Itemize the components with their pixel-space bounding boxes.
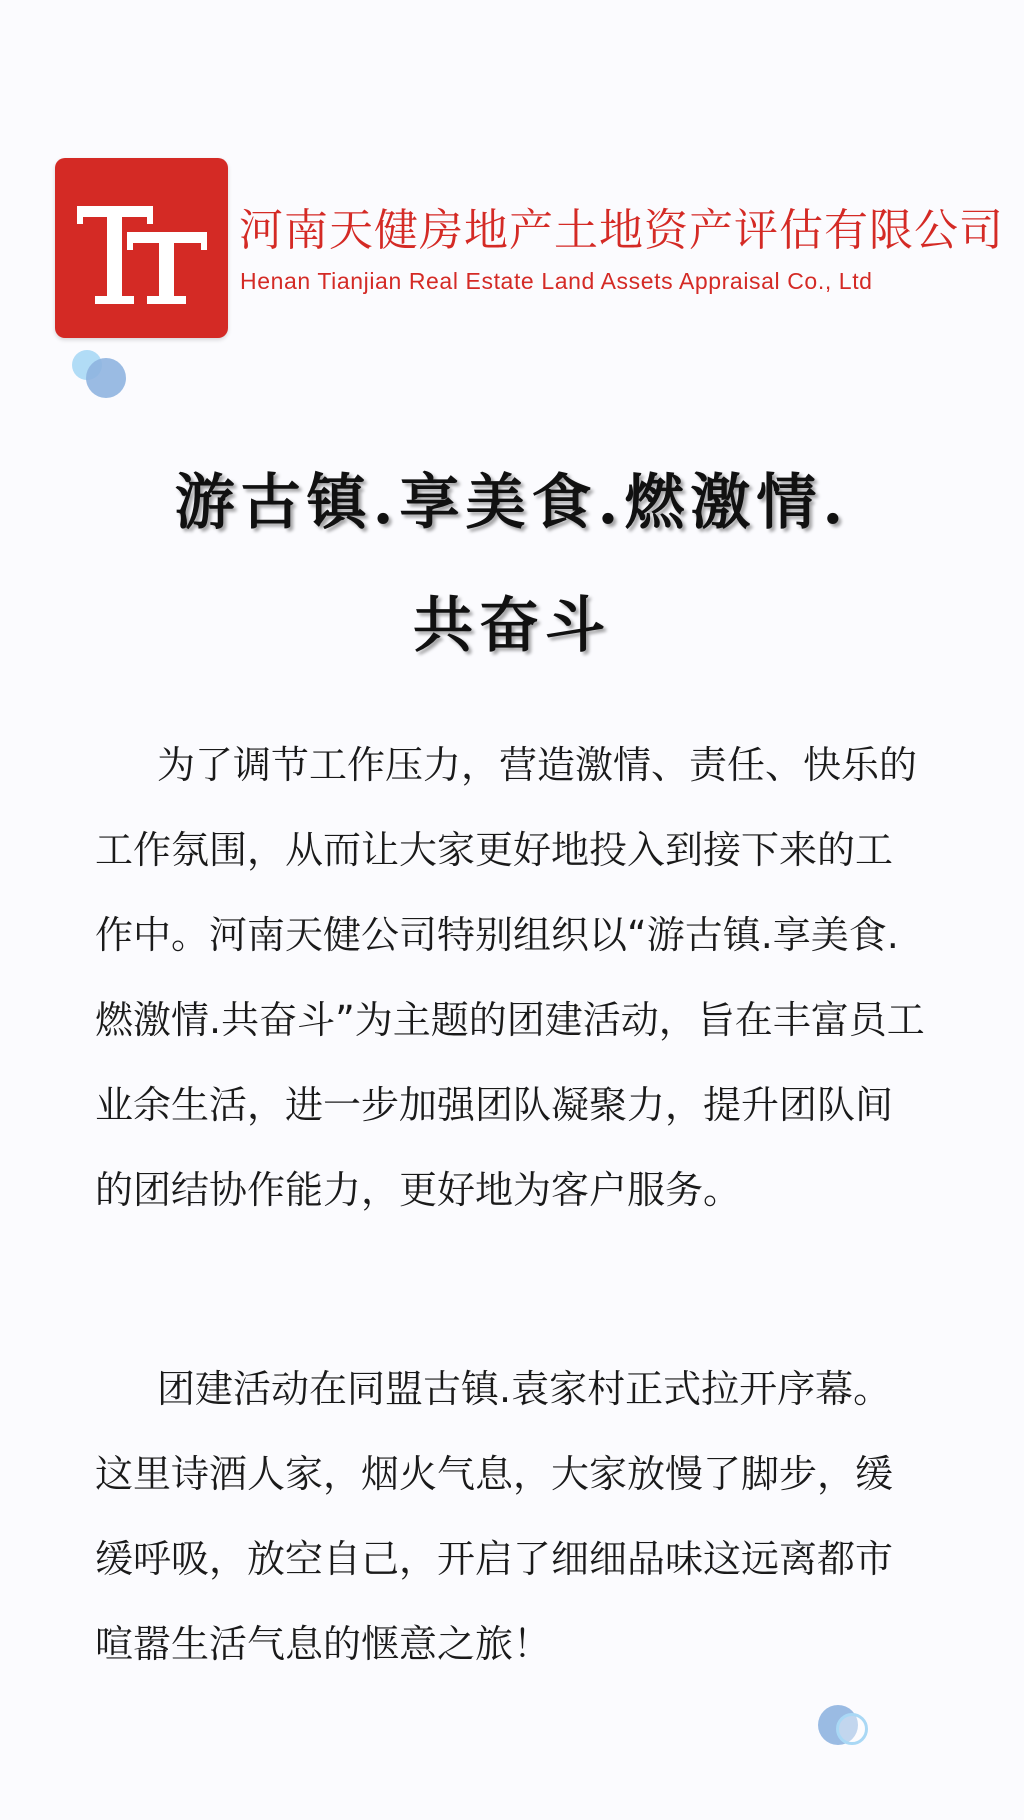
decorative-bubble-blue <box>86 358 126 398</box>
company-name-en: Henan Tianjian Real Estate Land Assets Appraisal Co., Ltd <box>240 268 873 294</box>
company-header <box>55 158 1004 338</box>
article-title-line2: 共奋斗 <box>413 591 611 661</box>
article-paragraph-2: 团建活动在同盟古镇.袁家村正式拉开序幕。这里诗酒人家，烟火气息，大家放慢了脚步，缓缓呼吸，放空自己，开启了细细品味这远离都市喧嚣生活气息的惬意之旅！ <box>95 1367 894 1666</box>
article-paragraph-1: 为了调节工作压力，营造激情、责任、快乐的工作氛围，从而让大家更好地投入到接下来的工作中。河南天健公司特别组织以“游古镇.享美食.燃激情.共奋斗”为主题的团建活动，旨在丰富员工业余生活，进一步加强团队凝聚力，提升团队间的团结协作能力，更好地为客户服务。 <box>95 743 925 1212</box>
company-name-cn: 河南天健房地产土地资产评估有限公司 <box>239 205 1004 256</box>
decorative-bubble-ring <box>836 1713 868 1745</box>
company-logo <box>55 158 228 338</box>
article-title-line1: 游古镇.享美食.燃激情. <box>174 468 850 538</box>
tt-monogram-icon <box>55 158 228 338</box>
